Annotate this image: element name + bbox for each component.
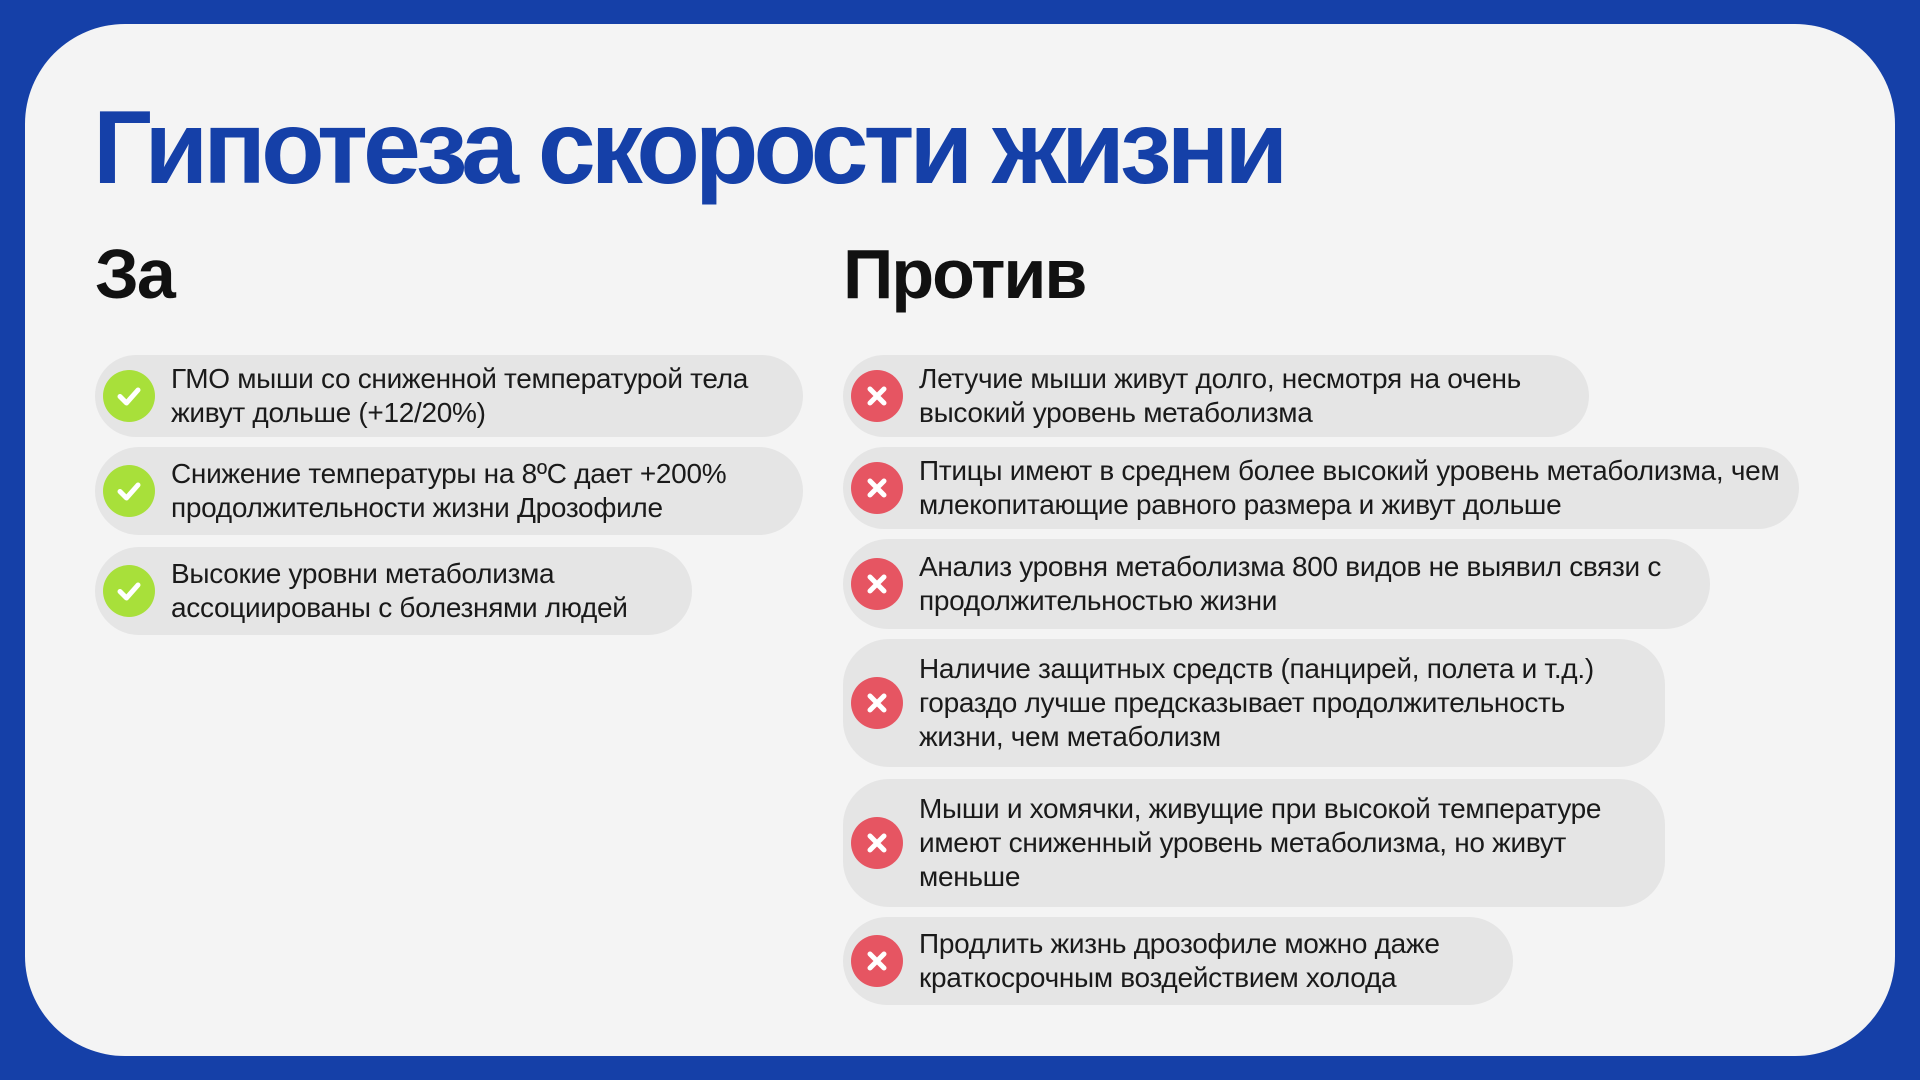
pro-item-text: Снижение температуры на 8ºС дает +200% продолжительности жизни Дрозофиле [171,458,727,523]
con-item [843,639,1665,767]
pro-item-text: ГМО мыши со сниженной температурой тела живут дольше (+12/20%) [171,363,748,428]
pro-item [95,355,803,437]
check-icon [103,465,155,517]
cross-icon [851,370,903,422]
cross-icon [851,817,903,869]
pro-item-text: Высокие уровни метаболизма ассоциированы с болезнями людей [171,558,628,623]
con-item-text: Анализ уровня метаболизма 800 видов не выявил связи с продолжительностью жизни [919,551,1662,616]
cross-icon [851,558,903,610]
con-item [843,539,1710,629]
con-item-text: Продлить жизнь дрозофиле можно даже краткосрочным воздействием холода [919,928,1440,993]
pro-heading: За [95,235,174,313]
con-item-text: Летучие мыши живут долго, несмотря на очень высокий уровень метаболизма [919,363,1521,428]
check-icon [103,565,155,617]
con-item-text: Наличие защитных средств (панцирей, полета и т.д.) гораздо лучше предсказывает продолжительность жизни, чем метаболизм [919,653,1594,752]
con-item-text: Мыши и хомячки, живущие при высокой температуре имеют сниженный уровень метаболизма, но живут меньше [919,793,1602,892]
cross-icon [851,935,903,987]
pro-item [95,547,692,635]
slide-title: Гипотеза скорости жизни [93,90,1284,206]
con-item [843,355,1589,437]
con-item [843,447,1799,529]
cross-icon [851,677,903,729]
con-item [843,917,1513,1005]
slide-card [25,24,1895,1056]
pro-item [95,447,803,535]
con-item-text: Птицы имеют в среднем более высокий уровень метаболизма, чем млекопитающие равного размера и живут дольше [919,455,1780,520]
con-item [843,779,1665,907]
cross-icon [851,462,903,514]
check-icon [103,370,155,422]
con-heading: Против [843,235,1086,313]
